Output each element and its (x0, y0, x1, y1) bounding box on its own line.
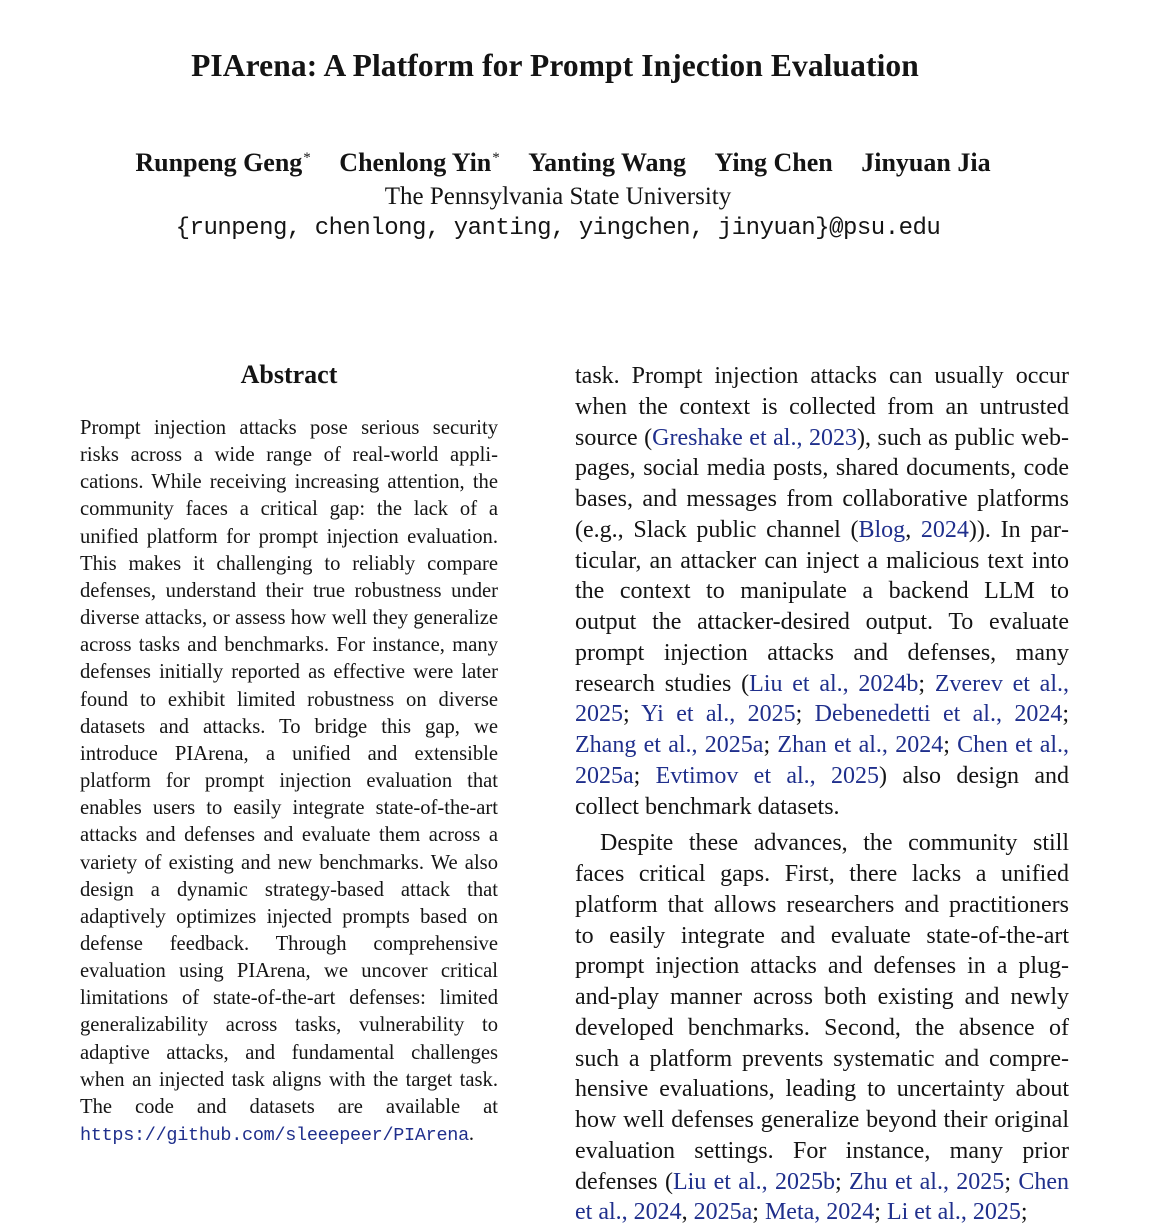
citation-link[interactable]: Chen et al., 2024 (575, 1168, 1069, 1226)
citation-link[interactable]: Evtimov et al., 2025 (655, 762, 880, 789)
author-list (0, 148, 1126, 178)
citation-link[interactable]: Liu et al., 2025b (672, 1168, 835, 1195)
abstract-end: . (468, 1123, 475, 1146)
citation-link[interactable]: Li et al., 2025 (886, 1199, 1021, 1226)
intro-text: ), such as public webpages, social media posts, shared documents, code bases, and messages from collaborative platforms (e.g., Slack public channel ( (575, 424, 1070, 543)
intro-text: ; (943, 732, 958, 758)
introduction-column (575, 361, 1069, 1228)
intro-text: ; (874, 1199, 887, 1226)
author: Chenlong Yin* (339, 148, 500, 177)
intro-text: , (905, 516, 921, 543)
citation-link[interactable]: Chen et al., 2025a (575, 732, 1070, 789)
citation-link[interactable]: 2025a (693, 1199, 753, 1226)
author: Runpeng Geng* (135, 148, 311, 177)
intro-text: , (681, 1199, 694, 1226)
intro-text: ; (763, 732, 778, 758)
intro-text: ) also design and collect benchmark datasets. (575, 762, 1070, 820)
intro-text: ; (633, 762, 656, 789)
citation-link[interactable]: Debenedetti et al., 2024 (814, 701, 1063, 728)
intro-paragraph (575, 828, 1069, 1228)
author: Ying Chen (714, 148, 833, 177)
citation-link[interactable]: Liu et al., 2024b (749, 670, 919, 697)
intro-text: ; (795, 701, 815, 728)
citation-link[interactable]: Zhu et al., 2025 (848, 1168, 1005, 1195)
citation-link[interactable]: Zhang et al., 2025a (575, 732, 764, 758)
intro-text: ; (752, 1199, 765, 1226)
citation-link[interactable]: Zverev et al., 2025 (575, 670, 1069, 728)
intro-text: task. Prompt injection attacks can usually occur when the context is collected from an untrusted source ( (575, 363, 1069, 451)
affiliation: The Pennsylvania State University (384, 183, 732, 210)
abstract-text: Prompt injection attacks pose serious security risks across a wide range of real-world applications. While receiving increasing attention, the community faces a critical gap: the lack of a unified platform for prompt injection evaluation. This makes it challenging to reliably compare defenses, understand their true robustness under diverse attacks, or assess how well they generalize across tasks and benchmarks. For instance, many defenses initially reported as effective were later found to exhibit limited robustness on diverse datasets and attacks. To bridge this gap, we introduce PIArena, a unified and extensible platform for prompt injection evaluation that enables users to easily integrate state-of-the-art attacks and defenses and evaluate them across a variety of existing and new benchmarks. We also design a dynamic strategy-based attack that adaptively optimizes injected prompts based on defense feedback. Through comprehensive evaluation using PIArena, we uncover critical limitations of state-of-the-art defenses: limited generalizability across tasks, vulnerability to adaptive attacks, and fundamental challenges when an injected task aligns with the target task. The code and datasets are available at (80, 417, 498, 1118)
intro-text: ; (918, 670, 935, 697)
citation-link[interactable]: Greshake et al., 2023 (652, 424, 857, 451)
paper-title: PIArena: A Platform for Prompt Injection Evaluation (191, 48, 919, 83)
intro-text: ; (1062, 701, 1070, 728)
author: Yanting Wang (528, 148, 687, 177)
abstract-heading: Abstract (240, 360, 338, 389)
citation-link[interactable]: Meta, 2024 (764, 1199, 875, 1226)
author: Jinyuan Jia (861, 148, 991, 177)
citation-link[interactable]: Zhan et al., 2024 (777, 732, 944, 758)
citation-link[interactable]: Yi et al., 2025 (641, 701, 796, 728)
intro-text: ; (834, 1168, 849, 1195)
intro-text: ; (1004, 1168, 1019, 1195)
author-emails: {runpeng, chenlong, yanting, yingchen, jinyuan}@psu.edu (175, 215, 941, 242)
citation-link[interactable]: 2024 (920, 516, 969, 543)
citation-link[interactable]: Blog (858, 516, 906, 543)
abstract-body (80, 415, 498, 1149)
intro-text: Despite these advances, the community still faces critical gaps. First, there lacks a unified platform that allows researchers and practitioners to easily integrate and evaluate state-of-the-art prompt injection attacks and defenses in a plug-and-play manner across both existing and newly developed benchmarks. Second, the absence of such a platform prevents systematic and comprehensive evaluations, leading to uncertainty about how well defenses generalize beyond their original evaluation settings. For instance, many prior defenses ( (575, 830, 1069, 1195)
code-link[interactable]: https://github.com/sleeepeer/PIArena (80, 1125, 469, 1147)
intro-text: )). In particular, an attacker can inject a malicious text into the context to manipulate a backend LLM to output the attacker-desired output. To evaluate prompt injection attacks and defenses, many research studies ( (575, 516, 1070, 697)
intro-text: ; (1020, 1199, 1028, 1226)
intro-paragraph (575, 361, 1069, 822)
intro-text: ; (623, 701, 642, 728)
